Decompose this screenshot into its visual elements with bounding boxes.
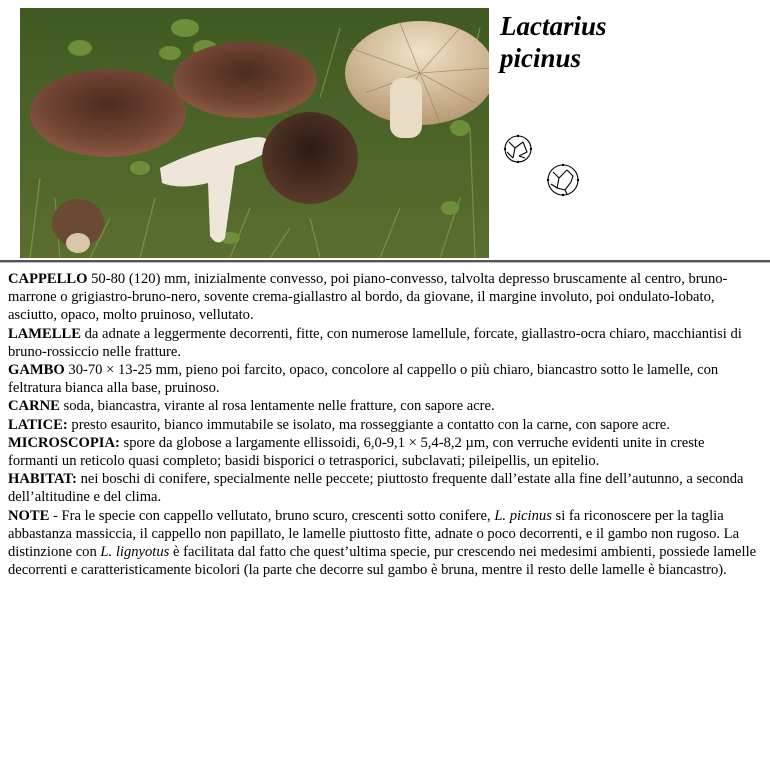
mushroom-photo (20, 8, 489, 258)
divider (0, 260, 770, 263)
section-text: 30-70 × 13-25 mm, pieno poi farcito, opaco, concolore al cappello o più chiaro, biancastro sotto le lamelle, con feltratura bianca alla base, pruinoso. (8, 362, 719, 397)
section-label: LAMELLE (8, 325, 81, 342)
section-text: nei boschi di conifere, specialmente nelle peccete; piuttosto frequente dall’estate alla fine dell’autunno, a seconda dell’altitudine e del clima. (8, 471, 744, 506)
section-label: MICROSCOPIA: (8, 434, 120, 451)
note-text-3: è facilitata dal fatto che quest’ultima specie, pur crescendo nei medesimi ambienti, possiede lamelle decorrenti e caratteristicamente bicolori (la parte che decorre sul gambo è bruna, mentre il resto delle lamelle è biancastro). (8, 544, 757, 579)
section-label: HABITAT: (8, 471, 77, 488)
section-label: CAPPELLO (8, 271, 88, 287)
description (8, 270, 758, 579)
section-lamelle (8, 325, 758, 361)
section-text: da adnate a leggermente decorrenti, fitte, con numerose lamellule, forcate, giallastro-ocra chiaro, macchiantisi di bruno-rossiccio nelle fratture. (8, 325, 742, 360)
species-title (500, 10, 607, 74)
section-note (8, 507, 758, 580)
section-carne (8, 397, 758, 415)
section-label: GAMBO (8, 362, 65, 379)
section-label: CARNE (8, 398, 60, 415)
note-text-2: si fa riconoscere per la taglia abbastanza massiccia, il cappello non papillato, le lamelle piuttosto fitte, adnate o poco decorrenti, e il gambo non rugoso. La distinzione con (8, 507, 740, 561)
section-latice (8, 416, 758, 434)
section-habitat (8, 470, 758, 506)
section-label: LATICE: (8, 416, 68, 433)
spore-drawing (495, 128, 595, 208)
section-microscopia (8, 434, 758, 470)
spore-drawing-icon (495, 128, 595, 208)
note-species-2: L. lignyotus (100, 544, 170, 561)
note-species-1: L. picinus (494, 507, 552, 524)
section-label: NOTE (8, 507, 50, 524)
title-genus: Lactarius (500, 11, 607, 41)
section-cappello (8, 270, 758, 325)
section-gambo (8, 361, 758, 397)
note-text-1: - Fra le specie con cappello vellutato, bruno scuro, crescenti sotto conifere, (49, 507, 495, 524)
mushroom-photo-icon (20, 8, 489, 258)
title-species: picinus (500, 43, 582, 73)
section-text: presto esaurito, bianco immutabile se isolato, ma rosseggiante a contatto con la carne, con sapore acre. (67, 416, 670, 433)
section-text: soda, biancastra, virante al rosa lentamente nelle fratture, con sapore acre. (59, 398, 495, 415)
section-text: spore da globose a largamente ellissoidi, 6,0-9,1 × 5,4-8,2 µm, con verruche evidenti unite in creste formanti un reticolo quasi completo; basidi bisporici o tetrasporici, subclavati; pileipellis, un epitelio. (8, 434, 705, 470)
section-text: 50-80 (120) mm, inizialmente convesso, poi piano-convesso, talvolta depresso bruscamente al centro, bruno-marrone o grigiastro-bruno-nero, sovente crema-giallastro al bordo, da giovane, il margine involuto, poi ondulato-lobato, asciutto, opaco, molto pruinoso, vellutato. (8, 271, 728, 324)
